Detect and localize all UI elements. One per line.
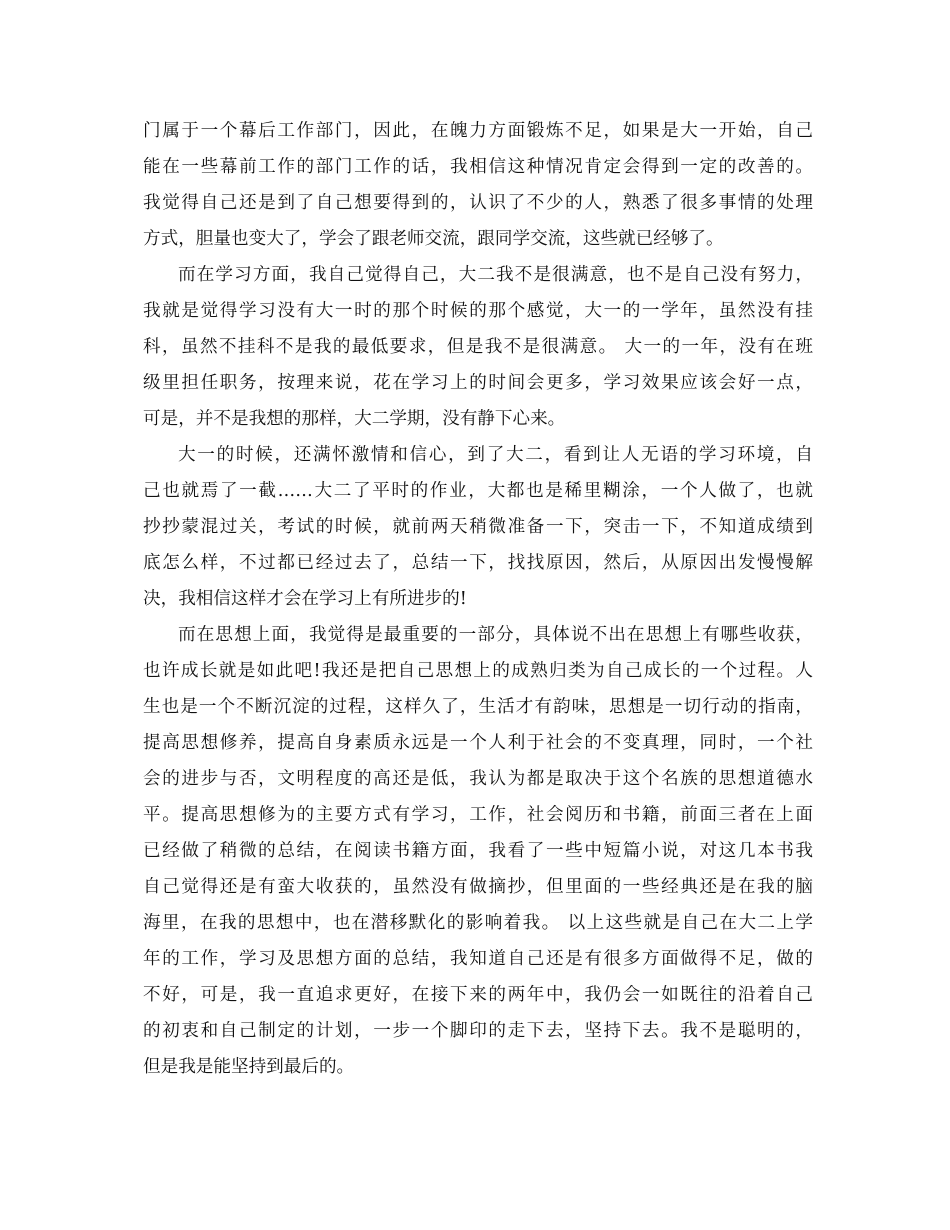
text-line: 决，我相信这样才会在学习上有所进步的! — [143, 589, 467, 609]
text-line: 的初衷和自己制定的计划，一步一个脚印的走下去，坚持下去。我不是聪明的， — [143, 1021, 813, 1041]
text-line: 自己觉得还是有蛮大收获的，虽然没有做摘抄，但里面的一些经典还是在我的脑 — [143, 877, 813, 897]
text-line: 年的工作，学习及思想方面的总结，我知道自己还是有很多方面做得不足，做的 — [143, 949, 813, 969]
paragraph-first-line: 而在学习方面，我自己觉得自己，大二我不是很满意，也不是自己没有努力， — [178, 265, 813, 285]
text-line: 底怎么样，不过都已经过去了，总结一下，找找原因，然后，从原因出发慢慢解 — [143, 553, 813, 573]
text-line: 方式，胆量也变大了，学会了跟老师交流，跟同学交流，这些就已经够了。 — [143, 229, 724, 249]
text-line: 海里，在我的思想中，也在潜移默化的影响着我。 以上这些就是自己在大二上学 — [143, 913, 813, 933]
text-line: 生也是一个不断沉淀的过程，这样久了，生活才有韵味，思想是一切行动的指南， — [143, 697, 813, 717]
text-line: 门属于一个幕后工作部门，因此，在魄力方面锻炼不足，如果是大一开始，自己 — [143, 121, 813, 141]
text-line: 能在一些幕前工作的部门工作的话，我相信这种情况肯定会得到一定的改善的。 — [143, 157, 813, 177]
text-line: 己也就焉了一截……大二了平时的作业，大都也是稀里糊涂，一个人做了，也就 — [143, 481, 813, 501]
text-line: 但是我是能坚持到最后的。 — [143, 1057, 355, 1077]
text-line: 也许成长就是如此吧!我还是把自己思想上的成熟归类为自己成长的一个过程。人 — [143, 661, 813, 681]
text-line: 抄抄蒙混过关，考试的时候，就前两天稍微准备一下，突击一下，不知道成绩到 — [143, 517, 813, 537]
paragraph-first-line: 而在思想上面，我觉得是最重要的一部分，具体说不出在思想上有哪些收获， — [178, 625, 813, 645]
text-line: 级里担任职务，按理来说，花在学习上的时间会更多，学习效果应该会好一点， — [143, 373, 813, 393]
text-line: 提高思想修养，提高自身素质永远是一个人利于社会的不变真理，同时，一个社 — [143, 733, 813, 753]
text-line: 科，虽然不挂科不是我的最低要求，但是我不是很满意。 大一的一年，没有在班 — [143, 337, 813, 357]
text-line: 可是，并不是我想的那样，大二学期，没有静下心来。 — [143, 409, 566, 429]
paragraph-first-line: 大一的时候，还满怀激情和信心，到了大二，看到让人无语的学习环境，自 — [178, 445, 813, 465]
text-line: 已经做了稍微的总结，在阅读书籍方面，我看了一些中短篇小说，对这几本书我 — [143, 841, 813, 861]
text-line: 我觉得自己还是到了自己想要得到的，认识了不少的人，熟悉了很多事情的处理 — [143, 193, 813, 213]
text-line: 会的进步与否，文明程度的高还是低，我认为都是取决于这个名族的思想道德水 — [143, 769, 813, 789]
text-line: 不好，可是，我一直追求更好，在接下来的两年中，我仍会一如既往的沿着自己 — [143, 985, 813, 1005]
document-body — [143, 113, 813, 1085]
text-line: 我就是觉得学习没有大一时的那个时候的那个感觉，大一的一学年，虽然没有挂 — [143, 301, 813, 321]
text-line: 平。提高思想修为的主要方式有学习，工作，社会阅历和书籍，前面三者在上面 — [143, 805, 813, 825]
